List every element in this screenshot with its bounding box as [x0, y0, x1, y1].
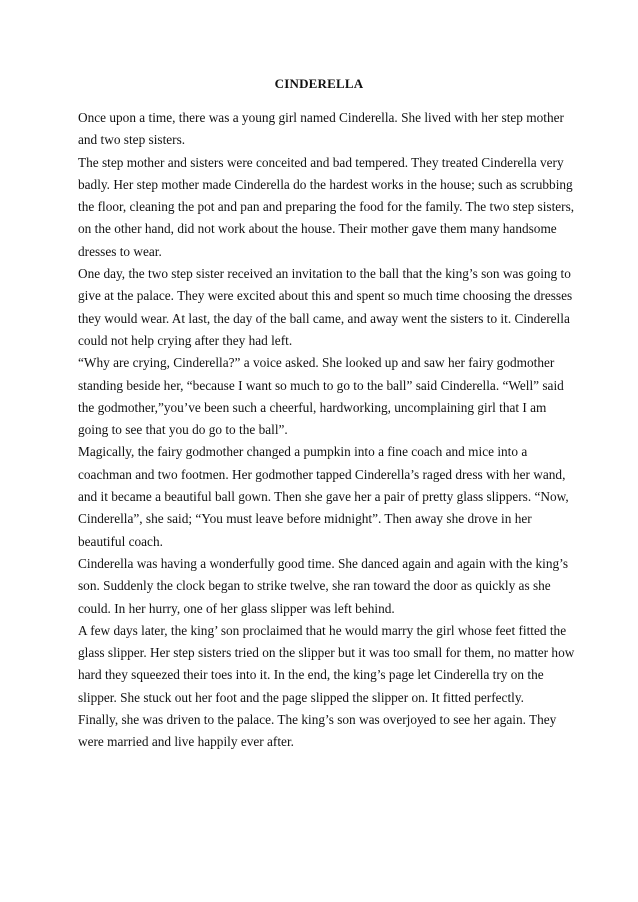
text-line: coachman and two footmen. Her godmother tapped Cinderella’s raged dress with her wand, [78, 466, 566, 482]
text-line: Cinderella”, she said; “You must leave before midnight”. Then away she drove in her [78, 511, 532, 527]
page-title: CINDERELLA [274, 76, 364, 91]
text-line: beautiful coach. [78, 533, 163, 549]
text-line: they would wear. At last, the day of the ball came, and away went the sisters to it. Cinderella [78, 310, 570, 326]
text-line: on the other hand, did not work about the house. Their mother gave them many handsome [78, 221, 557, 237]
text-line: slipper. She stuck out her foot and the page slipped the slipper on. It fitted perfectly. [78, 689, 524, 705]
text-line: and two step sisters. [78, 132, 186, 148]
text-line: The step mother and sisters were conceited and bad tempered. They treated Cinderella very [78, 154, 564, 170]
text-line: Cinderella was having a wonderfully good time. She danced again and again with the king’s [78, 555, 569, 571]
text-line: hard they squeezed their toes into it. In the end, the king’s page let Cinderella try on the [78, 667, 544, 683]
text-line: standing beside her, “because I want so much to go to the ball” said Cinderella. “Well” said [78, 377, 564, 393]
text-line: the floor, cleaning the pot and pan and preparing the food for the family. The two step sisters, [78, 199, 575, 215]
text-line: and it became a beautiful ball gown. Then she gave her a pair of pretty glass slippers. “Now, [78, 489, 569, 505]
story-text [78, 107, 575, 754]
text-line: son. Suddenly the clock began to strike twelve, she ran toward the door as quickly as she [78, 578, 551, 594]
text-line: Magically, the fairy godmother changed a pumpkin into a fine coach and mice into a [78, 444, 528, 460]
text-line: badly. Her step mother made Cinderella do the hardest works in the house; such as scrubbing [78, 176, 573, 192]
text-line: going to see that you do go to the ball”. [78, 422, 288, 438]
text-line: One day, the two step sister received an invitation to the ball that the king’s son was going to [78, 266, 571, 282]
text-line: Finally, she was driven to the palace. The king’s son was overjoyed to see her again. They [78, 712, 557, 728]
text-line: A few days later, the king’ son proclaimed that he would marry the girl whose feet fitted the [78, 622, 567, 638]
text-line: “Why are crying, Cinderella?” a voice asked. She looked up and saw her fairy godmother [78, 355, 555, 371]
text-line: Once upon a time, there was a young girl named Cinderella. She lived with her step mother [78, 110, 564, 125]
text-line: dresses to wear. [78, 243, 162, 259]
text-line: glass slipper. Her step sisters tried on the slipper but it was too small for them, no matter how [78, 645, 575, 661]
text-line: were married and live happily ever after. [78, 734, 294, 750]
text-line: the godmother,”you’ve been such a cheerful, hardworking, uncomplaining girl that I am [78, 399, 547, 415]
text-line: could. In her hurry, one of her glass slipper was left behind. [78, 600, 395, 616]
text-line: could not help crying after they had left. [78, 332, 293, 348]
text-line: give at the palace. They were excited about this and spent so much time choosing the dresses [78, 288, 573, 304]
